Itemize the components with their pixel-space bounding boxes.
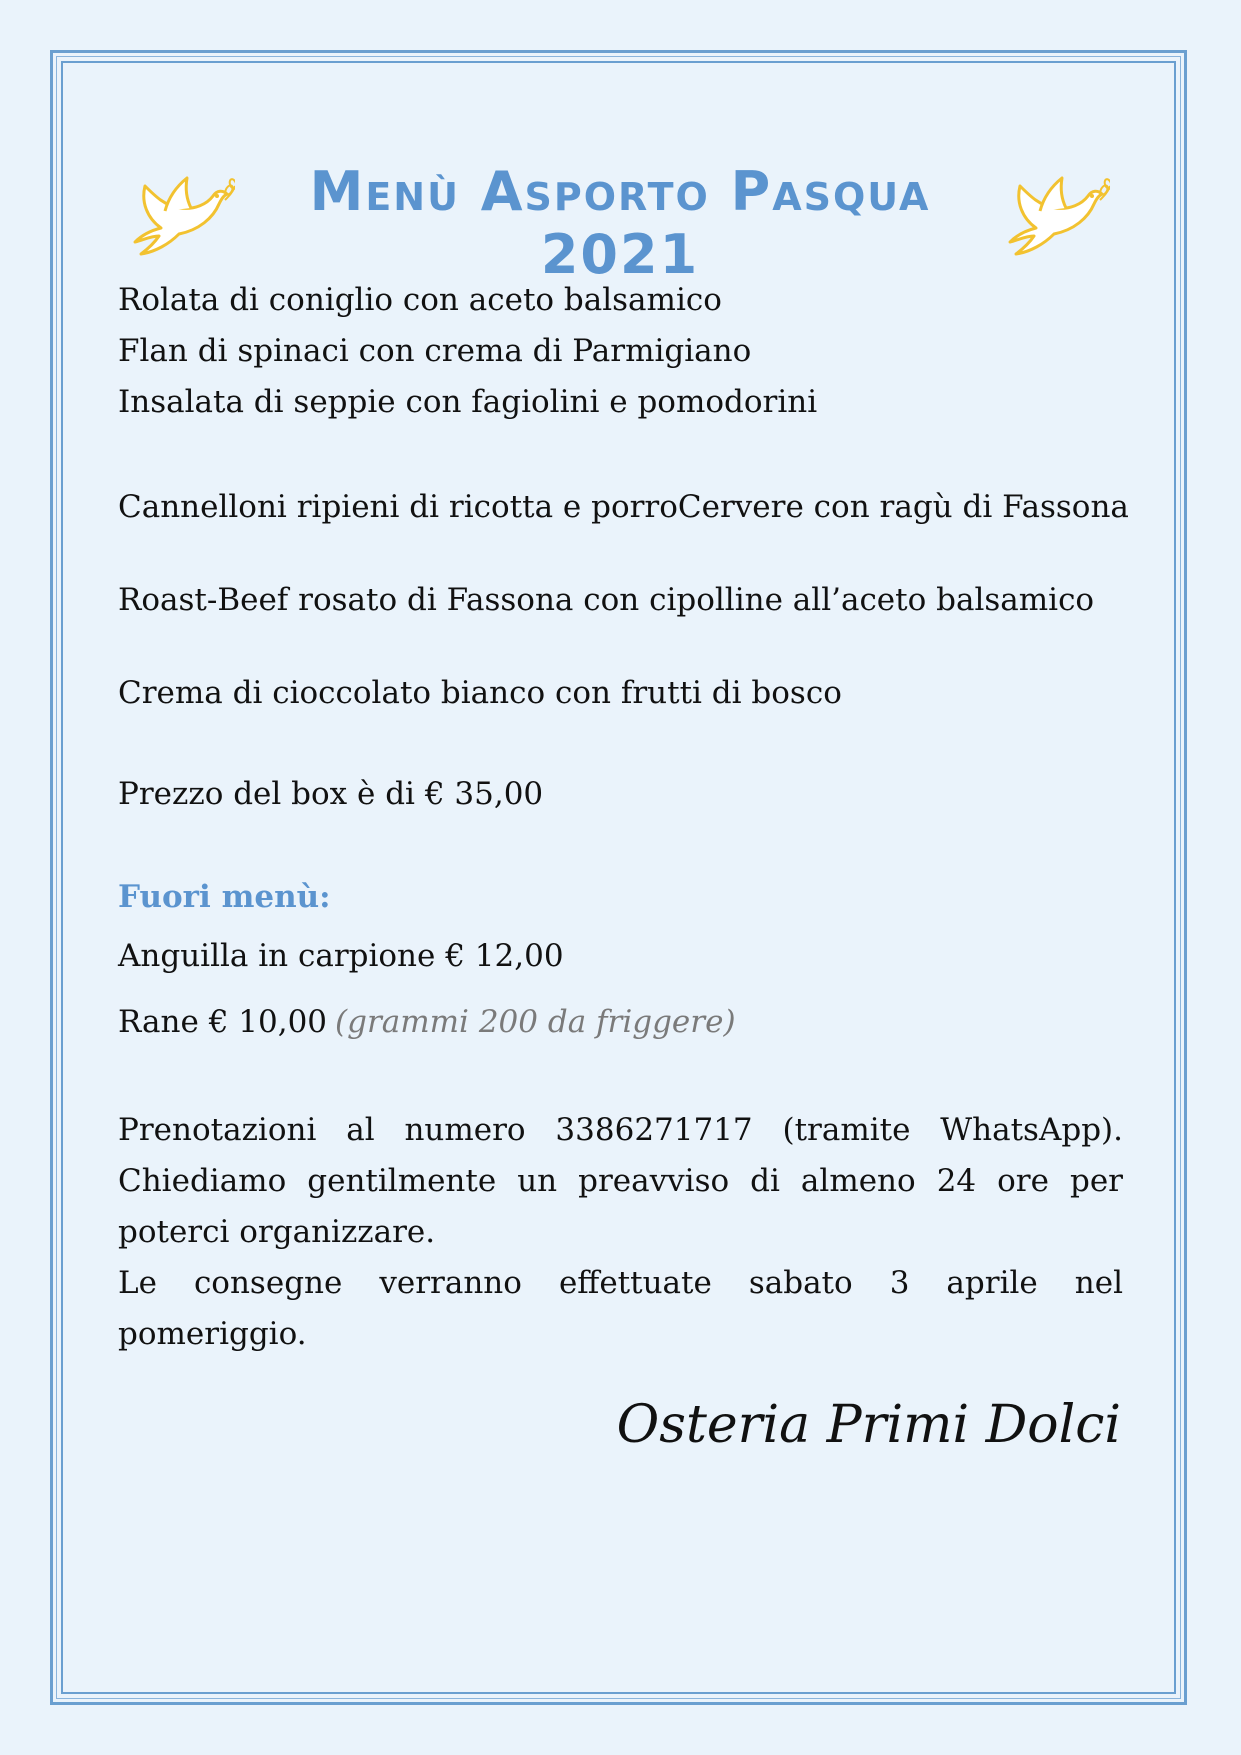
extra-item-text: Rane € 10,00 xyxy=(118,1004,328,1040)
extra-item-text: Anguilla in carpione € 12,00 xyxy=(118,938,564,974)
dove-icon xyxy=(1000,156,1110,266)
menu-content xyxy=(118,275,1129,1360)
antipasto-item: Rolata di coniglio con aceto balsamico xyxy=(118,282,722,318)
extras-heading: Fuori menù: xyxy=(118,879,331,915)
dove-icon xyxy=(125,156,235,266)
delivery-text: Le consegne verranno effettuate sabato 3 aprile nel pomeriggio. xyxy=(118,1265,1123,1352)
page-title: Menù Asporto Pasqua 2021 xyxy=(309,160,931,286)
extra-item xyxy=(118,923,1123,989)
box-price: Prezzo del box è di € 35,00 xyxy=(118,776,544,812)
booking-text: Prenotazioni al numero 3386271717 (tramite WhatsApp). Chiediamo gentilmente un preavviso di almeno 24 ore per poterci organizzare. xyxy=(118,1112,1123,1250)
extra-item xyxy=(118,989,1123,1055)
antipasto-item: Insalata di seppie con fagiolini e pomodorini xyxy=(118,384,818,420)
booking-info xyxy=(118,1105,1123,1360)
antipasto-item: Flan di spinaci con crema di Parmigiano xyxy=(118,333,752,369)
extra-item-note: (grammi 200 da friggere) xyxy=(335,1004,736,1040)
title-row xyxy=(120,150,1120,286)
primo-item: Cannelloni ripieni di ricotta e porroCervere con ragù di Fassona xyxy=(118,489,1129,525)
dolce-item: Crema di cioccolato bianco con frutti di bosco xyxy=(118,675,842,711)
secondo-item: Roast-Beef rosato di Fassona con cipolline all’aceto balsamico xyxy=(118,582,1095,618)
restaurant-signature: Osteria Primi Dolci xyxy=(616,1395,1121,1455)
